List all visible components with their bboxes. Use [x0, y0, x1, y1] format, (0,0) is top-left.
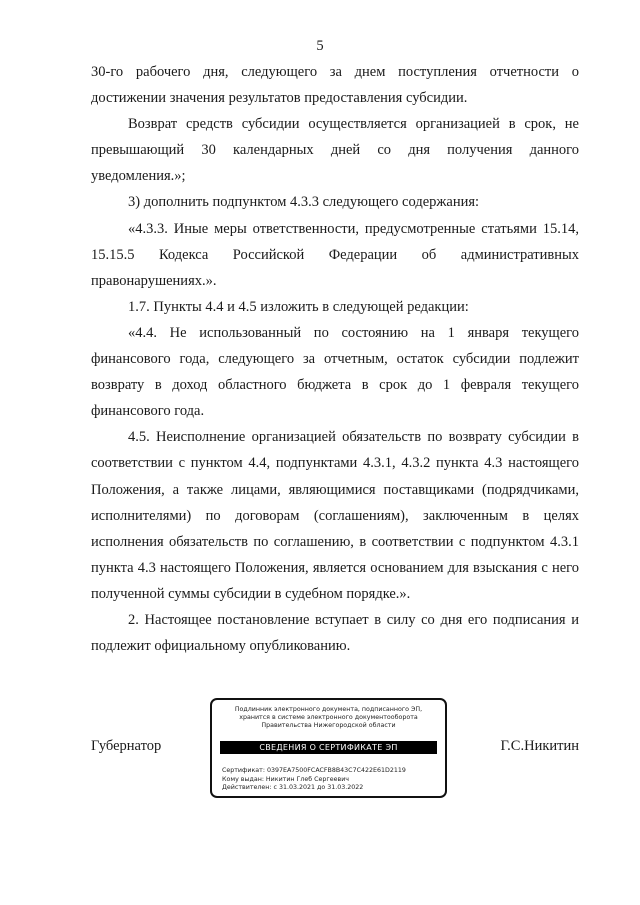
stamp-header-line: Правительства Нижегородской области — [261, 722, 396, 729]
paragraph-2: Возврат средств субсидии осуществляется организацией в срок, не превышающий 30 календарных дней со дня получения данного уведомления.»; — [91, 116, 579, 185]
paragraph-8: 2. Настоящее постановление вступает в силу со дня его подписания и подлежит официальному опубликованию. — [91, 611, 579, 655]
certificate-serial: Сертификат: 0397EA7500FCACFB8B43C7C422E61D2119 — [222, 767, 406, 774]
paragraph-6: «4.4. Не использованный по состоянию на 1 января текущего финансового года, следующего за отчетным, остаток субсидии подлежит возврату в доход областного бюджета в срок до 1 февраля текущего финансового года. — [91, 324, 579, 420]
stamp-header-line: хранится в системе электронного документооборота — [239, 714, 418, 721]
signature-block — [91, 698, 579, 802]
certificate-validity: Действителен: с 31.03.2021 до 31.03.2022 — [222, 784, 364, 791]
certificate-owner: Кому выдан: Никитин Глеб Сергеевич — [222, 775, 350, 783]
paragraph-1: 30-го рабочего дня, следующего за днем поступления отчетности о достижении значения результатов предоставления субсидии. — [91, 64, 579, 107]
paragraph-4: «4.3.3. Иные меры ответственности, предусмотренные статьями 15.14, 15.15.5 Кодекса Российской Федерации об административных правонарушениях.». — [91, 220, 579, 289]
certificate-banner: СВЕДЕНИЯ О СЕРТИФИКАТЕ ЭП — [220, 741, 437, 754]
document-body — [91, 59, 579, 659]
paragraph-5: 1.7. Пункты 4.4 и 4.5 изложить в следующей редакции: — [128, 298, 469, 315]
signatory-name: Г.С.Никитин — [500, 738, 579, 754]
electronic-signature-stamp — [210, 698, 447, 798]
paragraph-7: 4.5. Неисполнение организацией обязательств по возврату субсидии в соответствии с пунктом 4.4, подпунктами 4.3.1, 4.3.2 пункта 4.3 настоящего Положения, а также лицами, являющимися поставщиками (подрядчиками, исполнителями) по договорам (соглашениям), заключенным в целях исполнения обязательств по соглашению, в соответствии с подпунктом 4.3.1 пункта 4.3 настоящего Положения, является основанием для взыскания с него полученной суммы субсидии в судебном порядке.». — [91, 429, 579, 602]
certificate-details — [222, 767, 406, 793]
signatory-title: Губернатор — [91, 738, 162, 754]
stamp-header-line: Подлинник электронного документа, подписанного ЭП, — [234, 706, 423, 713]
paragraph-3: 3) дополнить подпунктом 4.3.3 следующего содержания: — [128, 194, 480, 211]
stamp-header — [212, 706, 445, 730]
page-number: 5 — [316, 38, 324, 54]
